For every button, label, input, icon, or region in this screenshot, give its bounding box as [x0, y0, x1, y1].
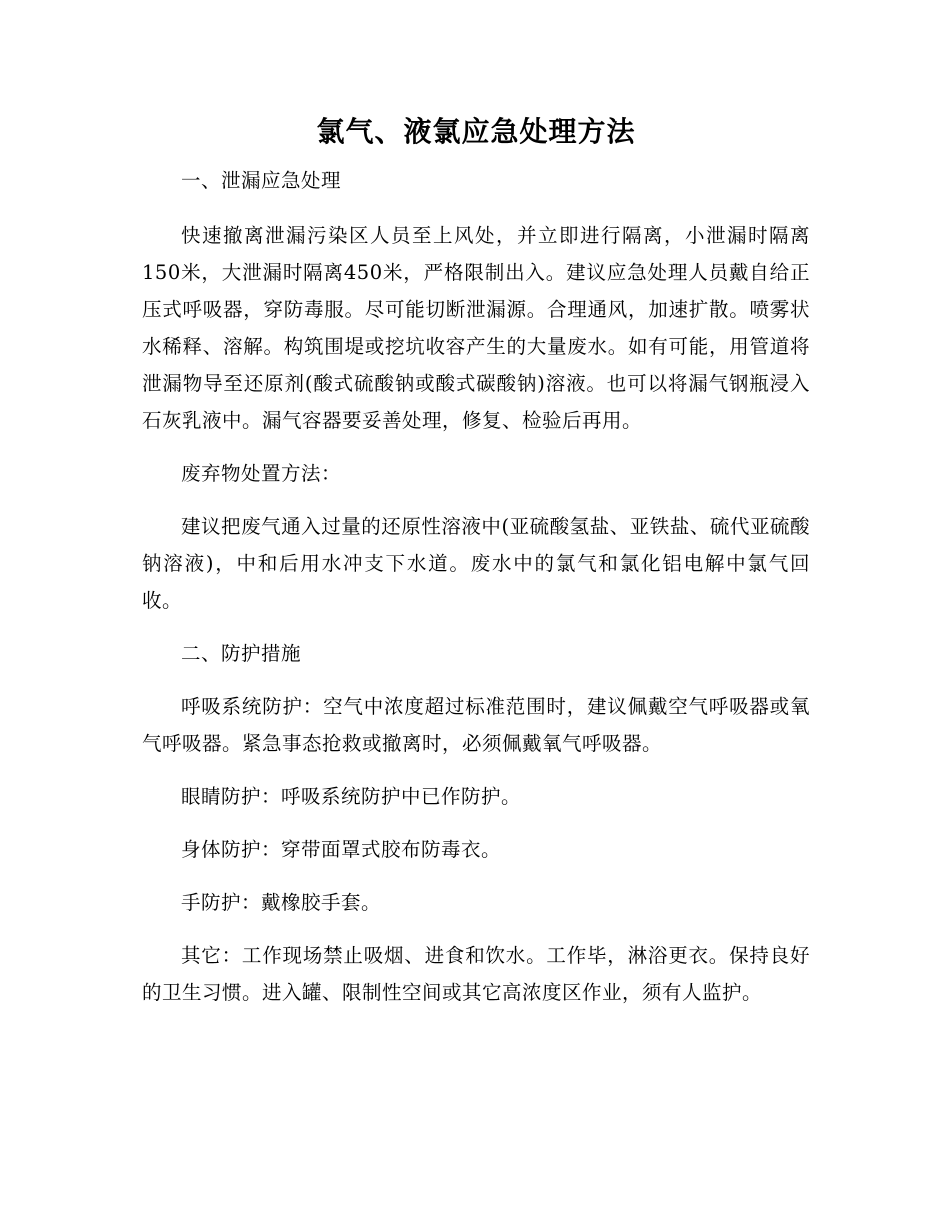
waste-disposal-heading: 废弃物处置方法：	[181, 462, 342, 485]
spacer	[142, 492, 810, 508]
spacer	[142, 199, 810, 217]
document-title: 氯气、液氯应急处理方法	[316, 115, 636, 148]
leak-response-paragraph: 快速撤离泄漏污染区人员至上风处，并立即进行隔离，小泄漏时隔离150米，大泄漏时隔离450米，严格限制出入。建议应急处理人员戴自给正压式呼吸器，穿防毒服。尽可能切断泄漏源。合理通风，加速扩散。喷雾状水稀释、溶解。构筑围堤或挖坑收容产生的大量废水。如有可能，用管道将泄漏物导至还原剂(酸式硫酸钠或酸式碳酸钠)溶液。也可以将漏气钢瓶浸入石灰乳液中。漏气容器要妥善处理，修复、检验后再用。	[142, 224, 810, 432]
waste-disposal-paragraph: 建议把废气通入过量的还原性溶液中(亚硫酸氢盐、亚铁盐、硫代亚硫酸钠溶液)，中和后用水冲支下水道。废水中的氯气和氯化铝电解中氯气回收。	[142, 515, 810, 612]
spacer	[142, 762, 810, 778]
body-protection-paragraph: 身体防护：穿带面罩式胶布防毒衣。	[181, 838, 502, 861]
spacer	[142, 619, 810, 635]
spacer	[142, 152, 810, 162]
spacer	[142, 439, 810, 455]
other-protection-paragraph: 其它：工作现场禁止吸烟、进食和饮水。工作毕，淋浴更衣。保持良好的卫生习惯。进入罐、限制性空间或其它高浓度区作业，须有人监护。	[142, 944, 810, 1004]
section-heading-leak-response: 一、泄漏应急处理	[181, 169, 342, 192]
eye-protection-paragraph: 眼睛防护：呼吸系统防护中已作防护。	[181, 785, 522, 808]
spacer	[142, 672, 810, 688]
section-heading-protection: 二、防护措施	[181, 642, 302, 665]
document-page	[142, 112, 810, 1011]
respiratory-protection-paragraph: 呼吸系统防护：空气中浓度超过标准范围时，建议佩戴空气呼吸器或氧气呼吸器。紧急事态抢救或撤离时，必须佩戴氧气呼吸器。	[142, 695, 810, 755]
hand-protection-paragraph: 手防护：戴橡胶手套。	[181, 891, 382, 914]
spacer	[142, 815, 810, 831]
spacer	[142, 868, 810, 884]
spacer	[142, 921, 810, 937]
